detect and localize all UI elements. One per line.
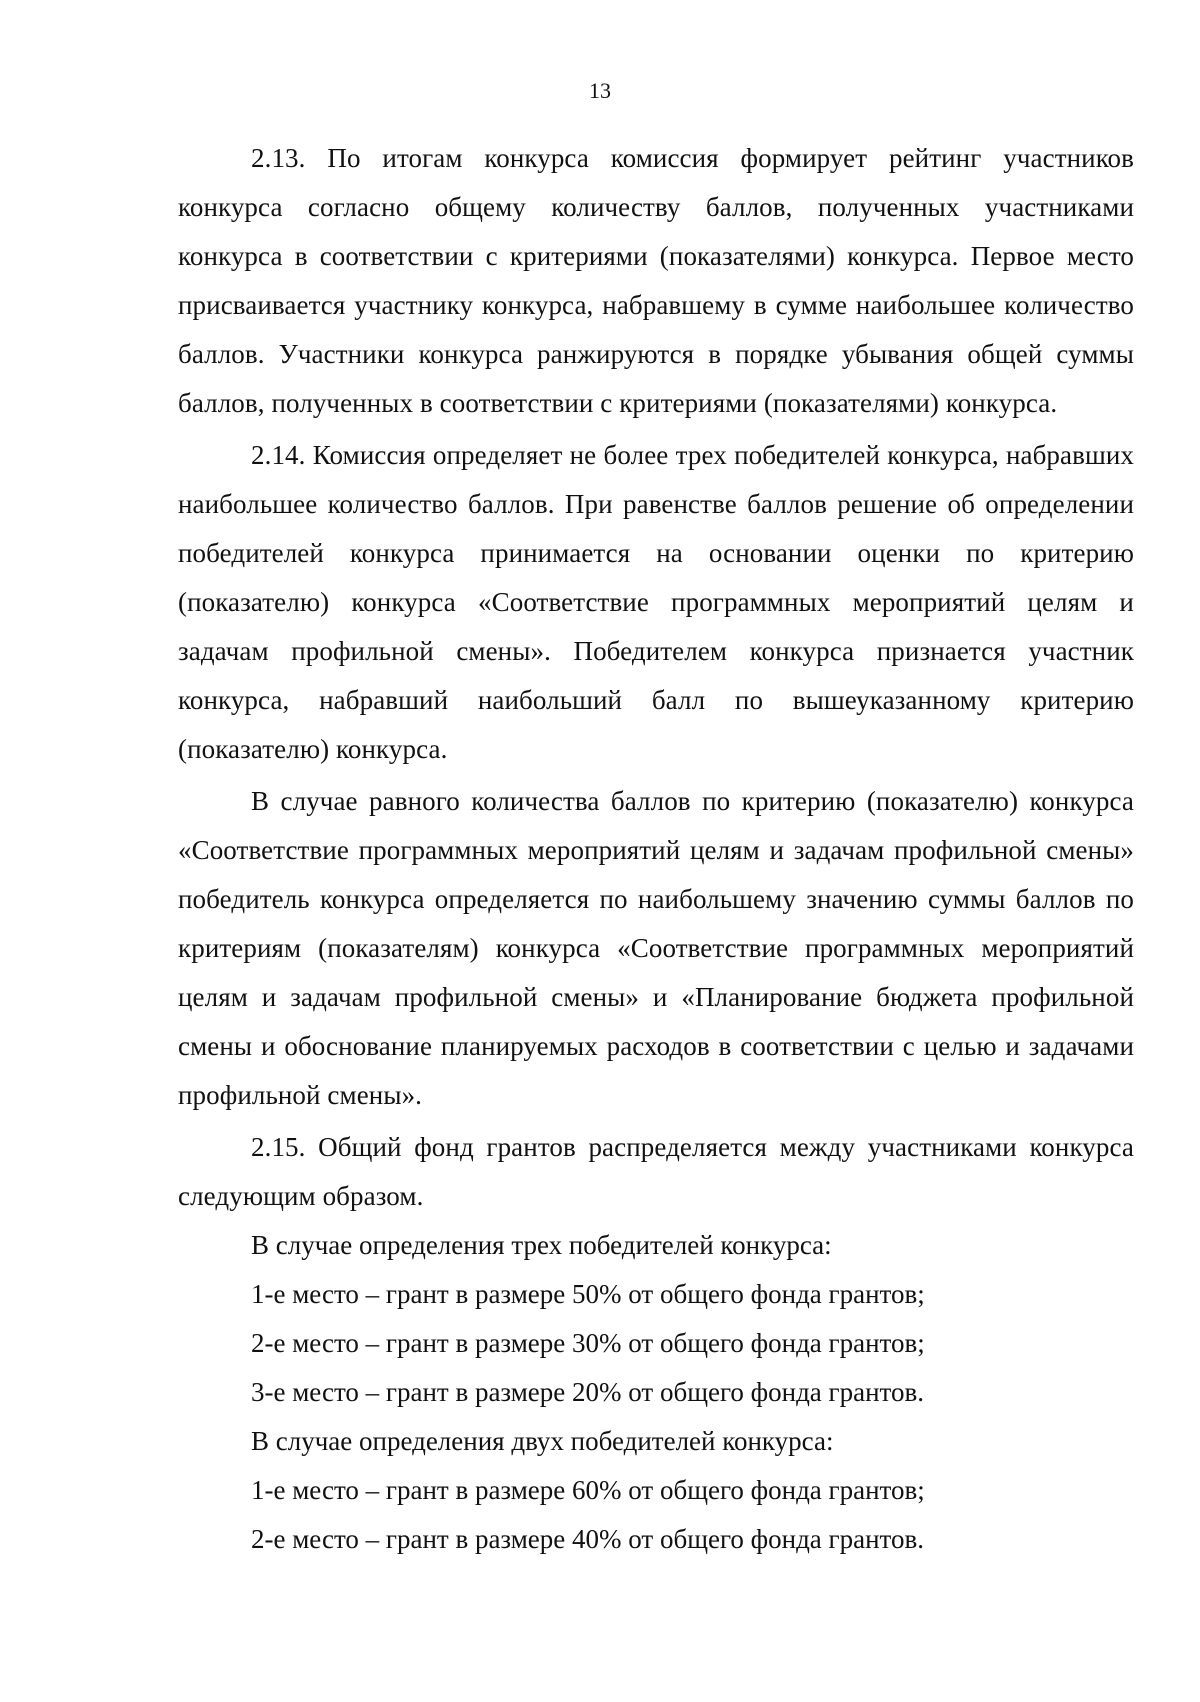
two-winners-place-1: 1-е место – грант в размере 60% от общего фонда грантов; <box>251 1475 925 1505</box>
paragraph-2-14: 2.14. Комиссия определяет не более трех победителей конкурса, набравших наибольшее количество баллов. При равенстве баллов решение об определении победителей конкурса принимается на основании оценки по критерию (показателю) конкурса «Соответствие программных мероприятий целям и задачам профильной смены». Победителем конкурса признается участник конкурса, набравший наибольший балл по вышеуказанному критерию (показателю) конкурса. <box>178 440 1134 764</box>
document-body <box>178 134 1134 1564</box>
three-winners-place-3: 3-е место – грант в размере 20% от общего фонда грантов. <box>251 1377 924 1407</box>
page-number: 13 <box>589 78 611 103</box>
two-winners-place-2: 2-е место – грант в размере 40% от общего фонда грантов. <box>251 1524 924 1554</box>
two-winners-heading: В случае определения двух победителей конкурса: <box>251 1426 834 1456</box>
paragraph-2-13: 2.13. По итогам конкурса комиссия формирует рейтинг участников конкурса согласно общему количеству баллов, полученных участниками конкурса в соответствии с критериями (показателями) конкурса. Первое место присваивается участнику конкурса, набравшему в сумме наибольшее количество баллов. Участники конкурса ранжируются в порядке убывания общей суммы баллов, полученных в соответствии с критериями (показателями) конкурса. <box>178 143 1134 418</box>
paragraph-equal-scores: В случае равного количества баллов по критерию (показателю) конкурса «Соответствие программных мероприятий целям и задачам профильной смены» победитель конкурса определяется по наибольшему значению суммы баллов по критериям (показателям) конкурса «Соответствие программных мероприятий целям и задачам профильной смены» и «Планирование бюджета профильной смены и обоснование планируемых расходов в соответствии с целью и задачами профильной смены». <box>178 786 1134 1110</box>
three-winners-place-1: 1-е место – грант в размере 50% от общего фонда грантов; <box>251 1279 925 1309</box>
three-winners-heading: В случае определения трех победителей конкурса: <box>251 1230 832 1260</box>
paragraph-2-15: 2.15. Общий фонд грантов распределяется между участниками конкурса следующим образом. <box>178 1132 1134 1211</box>
three-winners-place-2: 2-е место – грант в размере 30% от общего фонда грантов; <box>251 1328 925 1358</box>
